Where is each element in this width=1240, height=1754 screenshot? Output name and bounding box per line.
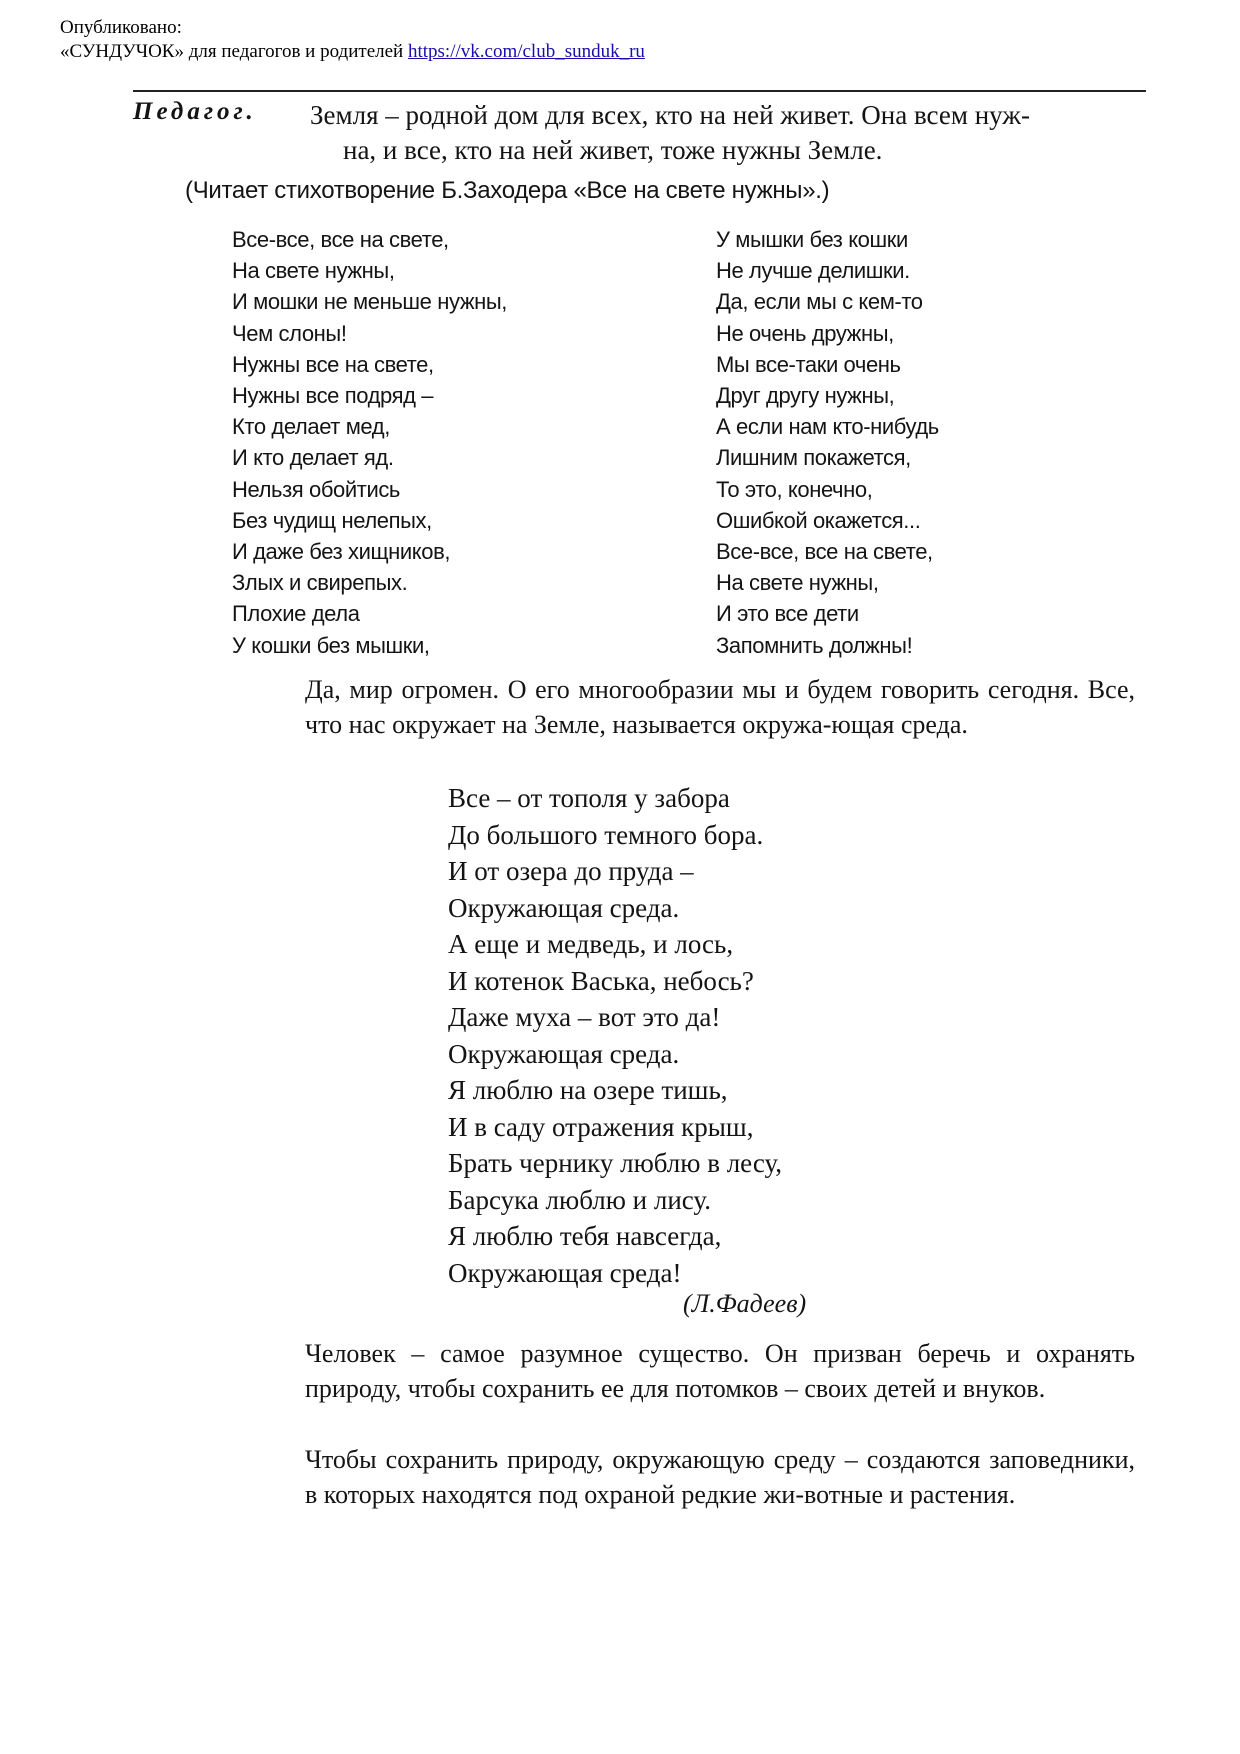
- poem-line: На свете нужны,: [232, 258, 395, 284]
- intro-text: [310, 98, 1146, 168]
- poem-line: Злых и свирепых.: [232, 570, 408, 596]
- poem-line: И от озера до пруда –: [448, 856, 694, 886]
- poem-line: И котенок Васька, небось?: [448, 965, 754, 996]
- poem-line: Запомнить должны!: [716, 632, 913, 658]
- poem-line: Брать чернику люблю в лесу,: [448, 1148, 783, 1178]
- poem-line: Барсука люблю и лису.: [448, 1184, 711, 1215]
- poem-line: То это, конечно,: [716, 476, 873, 502]
- publication-header: [60, 16, 645, 64]
- poem-line: Лишним покажется,: [716, 445, 911, 471]
- poem-line: И кто делает яд.: [232, 445, 394, 471]
- paragraph-world-diversity: Да, мир огромен. О его многообразии мы и будем говорить сегодня. Все, что нас окружает на Земле, называется окружа-ющая среда.: [305, 675, 1135, 739]
- poem2-environment: [448, 780, 782, 1291]
- poem-line: Нужны все подряд –: [232, 383, 434, 409]
- poem-line: И это все дети: [716, 601, 859, 627]
- poem-line: Окружающая среда!: [448, 1257, 682, 1288]
- poem-line: На свете нужны,: [716, 570, 879, 596]
- paragraph-nature-reserves: Чтобы сохранить природу, окружающую среду – создаются заповедники, в которых находятся под охраной редкие жи-вотные и растения.: [305, 1445, 1135, 1509]
- poem-line: Ошибкой окажется...: [716, 507, 921, 533]
- poem-line: А если нам кто-нибудь: [716, 414, 939, 440]
- published-label: Опубликовано:: [60, 17, 182, 38]
- poem-line: Не очень дружны,: [716, 320, 894, 346]
- poem-line: Окружающая среда.: [448, 1038, 680, 1069]
- poem-line: Нельзя обойтись: [232, 476, 400, 502]
- poem-line: Чем слоны!: [232, 320, 347, 346]
- poem-line: А еще и медведь, и лось,: [448, 929, 734, 959]
- source-link[interactable]: https://vk.com/club_sunduk_ru: [407, 41, 645, 62]
- intro-line-2: на, и все, кто на ней живет, тоже нужны Земле.: [343, 135, 883, 165]
- poem-line: И в саду отражения крыш,: [448, 1111, 754, 1142]
- poem-line: Окружающая среда.: [448, 892, 680, 923]
- poem-line: Нужны все на свете,: [232, 351, 434, 377]
- poem-line: Кто делает мед,: [232, 414, 390, 440]
- poem-line: И даже без хищников,: [232, 539, 451, 565]
- poem-line: Плохие дела: [232, 601, 360, 627]
- header-divider: [133, 90, 1146, 92]
- poem-line: У мышки без кошки: [716, 227, 908, 252]
- poem-line: Без чудищ нелепых,: [232, 507, 432, 533]
- source-text: «СУНДУЧОК» для педагогов и родителей: [60, 41, 404, 62]
- poem-line: И мошки не меньше нужны,: [232, 289, 508, 315]
- poem-line: Не лучше делишки.: [716, 258, 910, 284]
- poem2-author: (Л.Фадеев): [683, 1289, 807, 1318]
- source-line: [60, 40, 645, 64]
- stage-direction: (Читает стихотворение Б.Заходера «Все на свете нужны».): [185, 177, 830, 204]
- poem1-right-column: [716, 224, 939, 661]
- poem-line: Друг другу нужны,: [716, 383, 895, 409]
- poem-line: Даже муха – вот это да!: [448, 1002, 721, 1032]
- poem-line: Да, если мы с кем-то: [716, 289, 923, 315]
- intro-line-1: Земля – родной дом для всех, кто на ней живет. Она всем нуж-: [310, 100, 1030, 130]
- poem-line: Я люблю тебя навсегда,: [448, 1221, 722, 1251]
- poem1-left-column: [232, 224, 507, 661]
- speaker-label: Педагог.: [133, 98, 257, 125]
- poem-line: Я люблю на озере тишь,: [448, 1075, 728, 1105]
- paragraph-human-responsibility: Человек – самое разумное существо. Он призван беречь и охранять природу, чтобы сохранить ее для потомков – своих детей и внуков.: [305, 1339, 1135, 1403]
- poem-line: Мы все-таки очень: [716, 351, 901, 377]
- poem-line: Все-все, все на свете,: [716, 539, 933, 565]
- poem-line: Все-все, все на свете,: [232, 227, 449, 252]
- poem-line: Все – от тополя у забора: [448, 783, 730, 813]
- poem-line: У кошки без мышки,: [232, 632, 430, 658]
- poem-line: До большого темного бора.: [448, 819, 764, 850]
